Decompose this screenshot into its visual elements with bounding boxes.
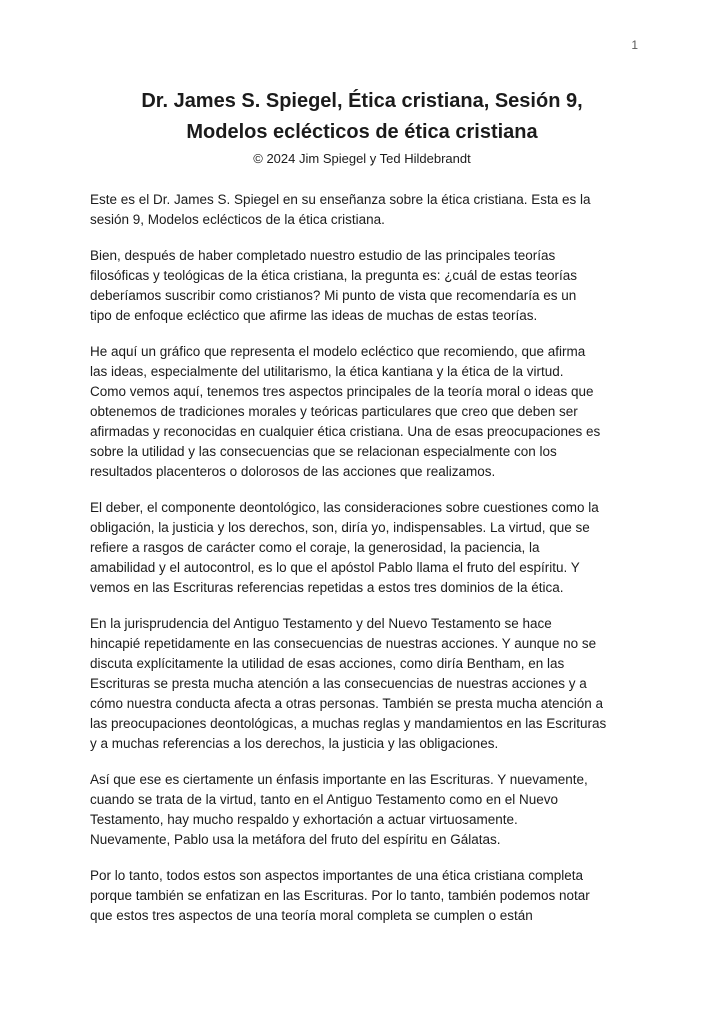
paragraph-line: Escrituras se presta mucha atención a las consecuencias de nuestras acciones y a bbox=[90, 676, 587, 691]
paragraph bbox=[90, 246, 650, 326]
paragraph bbox=[90, 498, 650, 598]
paragraph-line: Nuevamente, Pablo usa la metáfora del fruto del espíritu en Gálatas. bbox=[90, 832, 501, 847]
paragraph-line: afirmadas y reconocidas en cualquier ética cristiana. Una de esas preocupaciones es bbox=[90, 424, 601, 439]
paragraph-line: cómo nuestra conducta afecta a otras personas. También se presta mucha atención a bbox=[90, 696, 604, 711]
paragraph bbox=[90, 342, 650, 482]
title-block bbox=[0, 86, 724, 169]
document-title-line-1: Dr. James S. Spiegel, Ética cristiana, Sesión 9, bbox=[141, 90, 583, 112]
document-body bbox=[90, 190, 650, 942]
paragraph-line: las ideas, especialmente del utilitarismo, la ética kantiana y la ética de la virtud. bbox=[90, 364, 564, 379]
paragraph-line: cuando se trata de la virtud, tanto en el Antiguo Testamento como en el Nuevo bbox=[90, 792, 559, 807]
document-title-line-2: Modelos eclécticos de ética cristiana bbox=[186, 121, 538, 143]
paragraph-line: Así que ese es ciertamente un énfasis importante en las Escrituras. Y nuevamente, bbox=[90, 772, 588, 787]
paragraph-line: discuta explícitamente la utilidad de esas acciones, como diría Bentham, en las bbox=[90, 656, 565, 671]
paragraph-line: Por lo tanto, todos estos son aspectos importantes de una ética cristiana completa bbox=[90, 868, 584, 883]
paragraph-line: obtenemos de tradiciones morales y teóricas particulares que creo que deben ser bbox=[90, 404, 578, 419]
paragraph-line: tipo de enfoque ecléctico que afirme las ideas de muchas de estas teorías. bbox=[90, 308, 538, 323]
paragraph-line: hincapié repetidamente en las consecuencias de nuestras acciones. Y aunque no se bbox=[90, 636, 597, 651]
paragraph-line: que estos tres aspectos de una teoría moral completa se cumplen o están bbox=[90, 908, 533, 923]
paragraph-line: Como vemos aquí, tenemos tres aspectos principales de la teoría moral o ideas que bbox=[90, 384, 594, 399]
paragraph bbox=[90, 770, 650, 850]
paragraph-line: porque también se enfatizan en las Escrituras. Por lo tanto, también podemos notar bbox=[90, 888, 590, 903]
paragraph-line: sobre la utilidad y las consecuencias que se relacionan especialmente con los bbox=[90, 444, 557, 459]
paragraph-line: sesión 9, Modelos eclécticos de la ética cristiana. bbox=[90, 212, 385, 227]
paragraph bbox=[90, 614, 650, 754]
paragraph-line: deberíamos suscribir como cristianos? Mi punto de vista que recomendaría es un bbox=[90, 288, 577, 303]
page-number: 1 bbox=[631, 38, 638, 52]
paragraph-line: y a muchas referencias a los derechos, la justicia y las obligaciones. bbox=[90, 736, 499, 751]
paragraph bbox=[90, 866, 650, 926]
copyright-line: © 2024 Jim Spiegel y Ted Hildebrandt bbox=[253, 151, 471, 166]
paragraph-line: Este es el Dr. James S. Spiegel en su enseñanza sobre la ética cristiana. Esta es la bbox=[90, 192, 591, 207]
paragraph bbox=[90, 190, 650, 230]
paragraph-line: refiere a rasgos de carácter como el coraje, la generosidad, la paciencia, la bbox=[90, 540, 540, 555]
paragraph-line: El deber, el componente deontológico, las consideraciones sobre cuestiones como la bbox=[90, 500, 599, 515]
paragraph-line: resultados placenteros o dolorosos de las acciones que realizamos. bbox=[90, 464, 496, 479]
paragraph-line: En la jurisprudencia del Antiguo Testamento y del Nuevo Testamento se hace bbox=[90, 616, 552, 631]
paragraph-line: amabilidad y el autocontrol, es lo que el apóstol Pablo llama el fruto del espíritu. Y bbox=[90, 560, 580, 575]
paragraph-line: obligación, la justicia y los derechos, son, diría yo, indispensables. La virtud, que se bbox=[90, 520, 590, 535]
paragraph-line: filosóficas y teológicas de la ética cristiana, la pregunta es: ¿cuál de estas teorías bbox=[90, 268, 578, 283]
paragraph-line: Bien, después de haber completado nuestro estudio de las principales teorías bbox=[90, 248, 556, 263]
paragraph-line: He aquí un gráfico que representa el modelo ecléctico que recomiendo, que afirma bbox=[90, 344, 586, 359]
paragraph-line: las preocupaciones deontológicas, a muchas reglas y mandamientos en las Escrituras bbox=[90, 716, 607, 731]
paragraph-line: Testamento, hay mucho respaldo y exhortación a actuar virtuosamente. bbox=[90, 812, 518, 827]
paragraph-line: vemos en las Escrituras referencias repetidas a estos tres dominios de la ética. bbox=[90, 580, 564, 595]
